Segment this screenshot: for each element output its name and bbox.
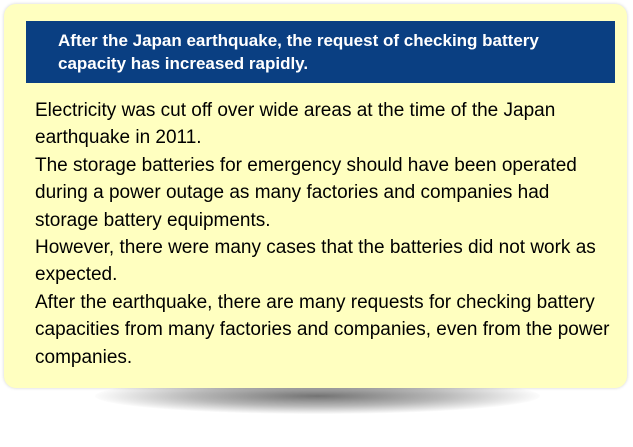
body-text — [35, 97, 615, 371]
paragraph-1: Electricity was cut off over wide areas at the time of the Japan earthquake in 2011. — [35, 100, 556, 149]
paragraph-4: After the earthquake, there are many requests for checking battery capacities from many factories and companies, even from the power companies. — [35, 291, 610, 368]
note-card — [4, 4, 627, 388]
paragraph-2: The storage batteries for emergency should have been operated during a power outage as many factories and companies had storage battery equipments. — [35, 154, 577, 231]
paragraph-3: However, there were many cases that the batteries did not work as expected. — [35, 237, 596, 286]
header-banner: After the Japan earthquake, the request of checking battery capacity has increased rapidly. — [26, 21, 615, 83]
